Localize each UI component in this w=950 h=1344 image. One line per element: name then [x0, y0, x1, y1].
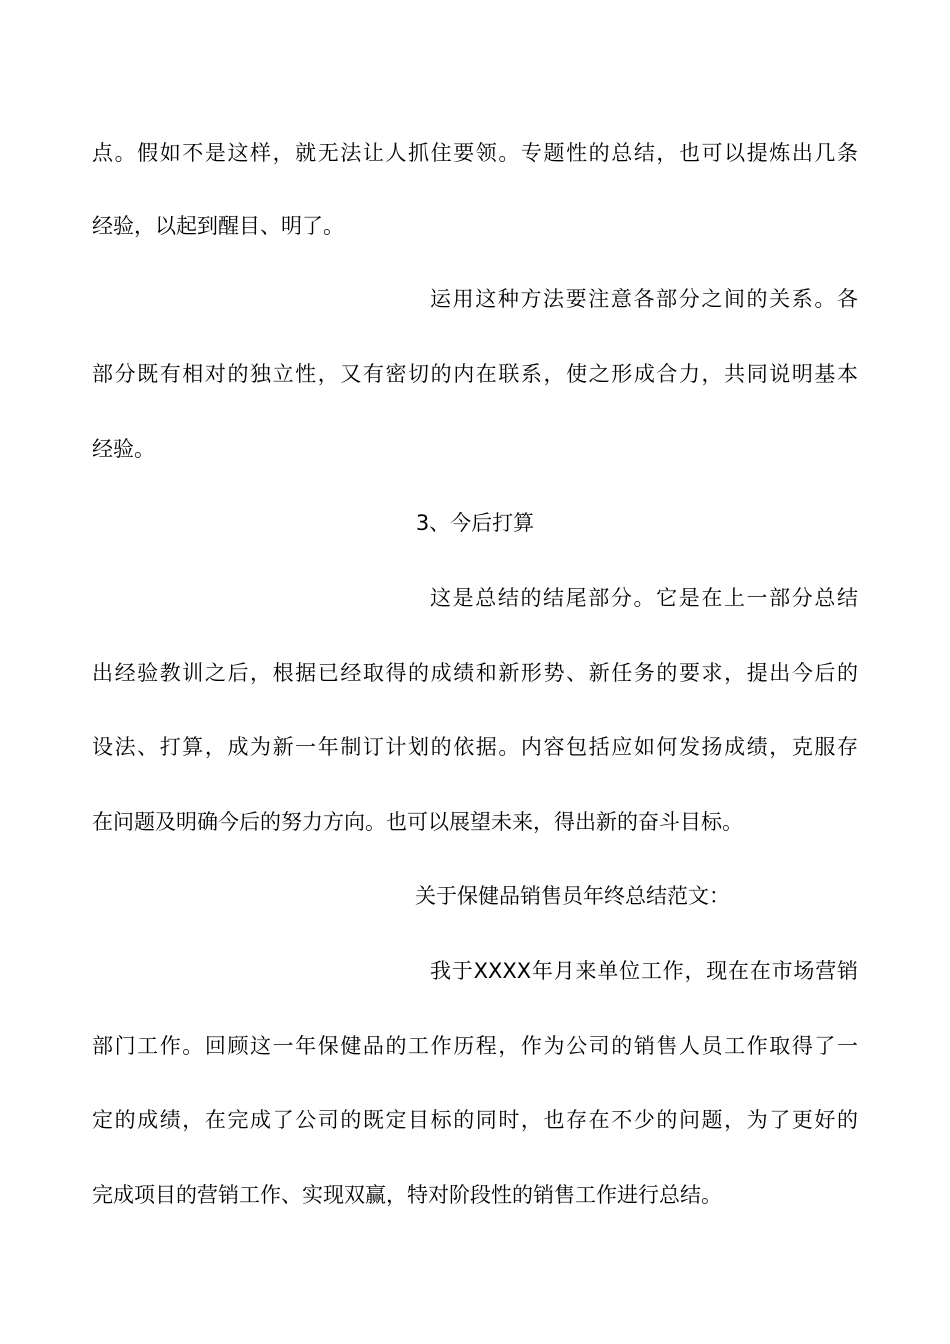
sample-title: 关于保健品销售员年终总结范文： — [415, 884, 730, 908]
section-heading: 3、今后打算 — [415, 511, 535, 535]
paragraph-line: 运用这种方法要注意各部分之间的关系。各 — [430, 287, 858, 311]
paragraph-line: 在问题及明确今后的努力方向。也可以展望未来，得出新的奋斗目标。 — [92, 810, 743, 834]
paragraph-line: 部分既有相对的独立性，又有密切的内在联系，使之形成合力，共同说明基本 — [92, 362, 858, 386]
paragraph-line: 这是总结的结尾部分。它是在上一部分总结 — [430, 586, 858, 610]
paragraph-line: 经验。 — [92, 437, 155, 461]
paragraph-line: 设法、打算，成为新一年制订计划的依据。内容包括应如何发扬成绩，克服存 — [92, 735, 858, 759]
paragraph-line: 我于XXXX年月来单位工作，现在在市场营销 — [430, 959, 858, 983]
paragraph-line: 点。假如不是这样，就无法让人抓住要领。专题性的总结，也可以提炼出几条 — [92, 141, 858, 165]
paragraph-line: 经验，以起到醒目、明了。 — [92, 214, 344, 238]
paragraph-line: 完成项目的营销工作、实现双赢，特对阶段性的销售工作进行总结。 — [92, 1183, 722, 1207]
paragraph-line: 部门工作。回顾这一年保健品的工作历程，作为公司的销售人员工作取得了一 — [92, 1034, 858, 1058]
paragraph-line: 出经验教训之后，根据已经取得的成绩和新形势、新任务的要求，提出今后的 — [92, 661, 858, 685]
paragraph-line: 定的成绩，在完成了公司的既定目标的同时，也存在不少的问题，为了更好的 — [92, 1108, 858, 1132]
